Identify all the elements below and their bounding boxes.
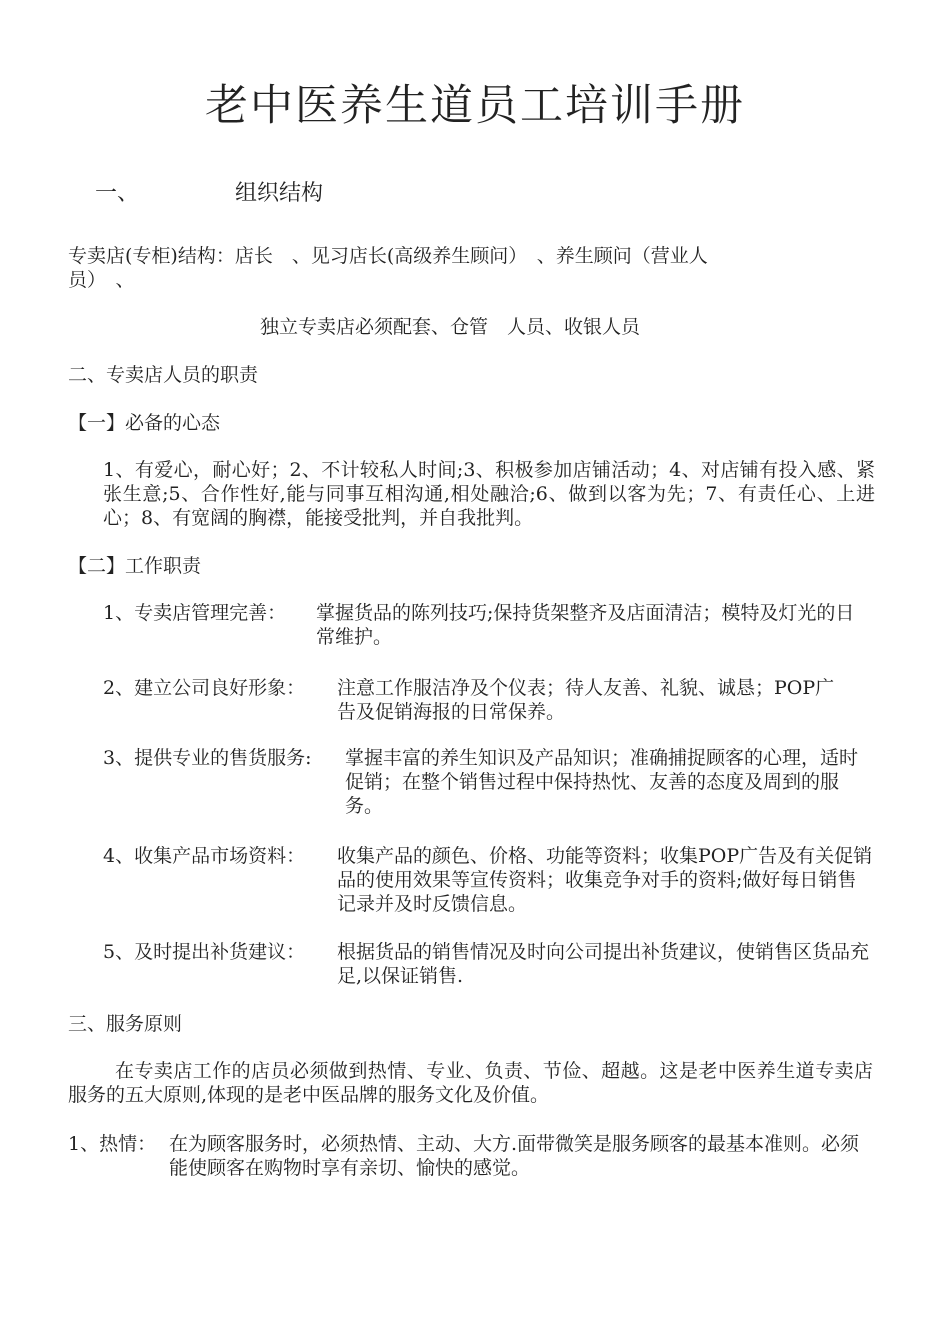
section2-heading: 二、专卖店人员的职责 <box>68 364 259 386</box>
duty-2-label: 2、建立公司良好形象： <box>103 677 306 699</box>
duty-5-text: 根据货品的销售情况及时向公司提出补货建议，使销售区货品充足,以保证销售. <box>337 941 870 987</box>
section1-number: 一、 <box>95 181 140 206</box>
service-intro: 在专卖店工作的店员必须做到热情、专业、负责、节俭、超越。这是老中医养生道专卖店服务的五大原则,体现的是老中医品牌的服务文化及价值。 <box>68 1060 873 1106</box>
document-title: 老中医养生道员工培训手册 <box>205 81 745 131</box>
duty-4-text: 收集产品的颜色、价格、功能等资料；收集POP广告及有关促销品的使用效果等宣传资料；收集竞争对手的资料;做好每日销售记录并及时反馈信息。 <box>337 845 873 915</box>
duty-1-text: 掌握货品的陈列技巧;保持货架整齐及店面清洁；模特及灯光的日常维护。 <box>316 602 855 648</box>
section1-heading: 组织结构 <box>235 181 324 206</box>
structure-line-1: 专卖店(专柜)结构：店长 、见习店长(高级养生顾问） 、养生顾问（营业人 <box>68 245 708 267</box>
duties-heading: 【二】工作职责 <box>68 555 202 577</box>
duty-4-label: 4、收集产品市场资料： <box>103 845 306 867</box>
duty-2-text: 注意工作服洁净及个仪表；待人友善、礼貌、诚恳；POP广告及促销海报的日常保养。 <box>337 677 835 723</box>
principle-1-label: 1、热情： <box>68 1133 157 1155</box>
section3-heading: 三、服务原则 <box>68 1013 183 1035</box>
duty-5-label: 5、及时提出补货建议： <box>103 941 306 963</box>
structure-line-3: 独立专卖店必须配套、仓管 人员、收银人员 <box>260 316 641 338</box>
mindset-text: 1、有爱心，耐心好；2、不计较私人时间;3、积极参加店铺活动；4、对店铺有投入感、紧张生意;5、合作性好,能与同事互相沟通,相处融洽;6、做到以客为先；7、有责任心、上进心；8、有宽阔的胸襟，能接受批判，并自我批判。 <box>103 459 875 529</box>
duty-3-label: 3、提供专业的售货服务: <box>103 747 312 769</box>
duty-1-label: 1、专卖店管理完善： <box>103 602 287 624</box>
duty-3-text: 掌握丰富的养生知识及产品知识；准确捕捉顾客的心理，适时促销；在整个销售过程中保持热忱、友善的态度及周到的服务。 <box>345 747 859 817</box>
principle-1-text: 在为顾客服务时，必须热情、主动、大方.面带微笑是服务顾客的最基本准则。必须能使顾客在购物时享有亲切、愉快的感觉。 <box>169 1133 860 1179</box>
mindset-heading: 【一】必备的心态 <box>68 412 221 434</box>
structure-line-2: 员） 、 <box>68 269 135 291</box>
